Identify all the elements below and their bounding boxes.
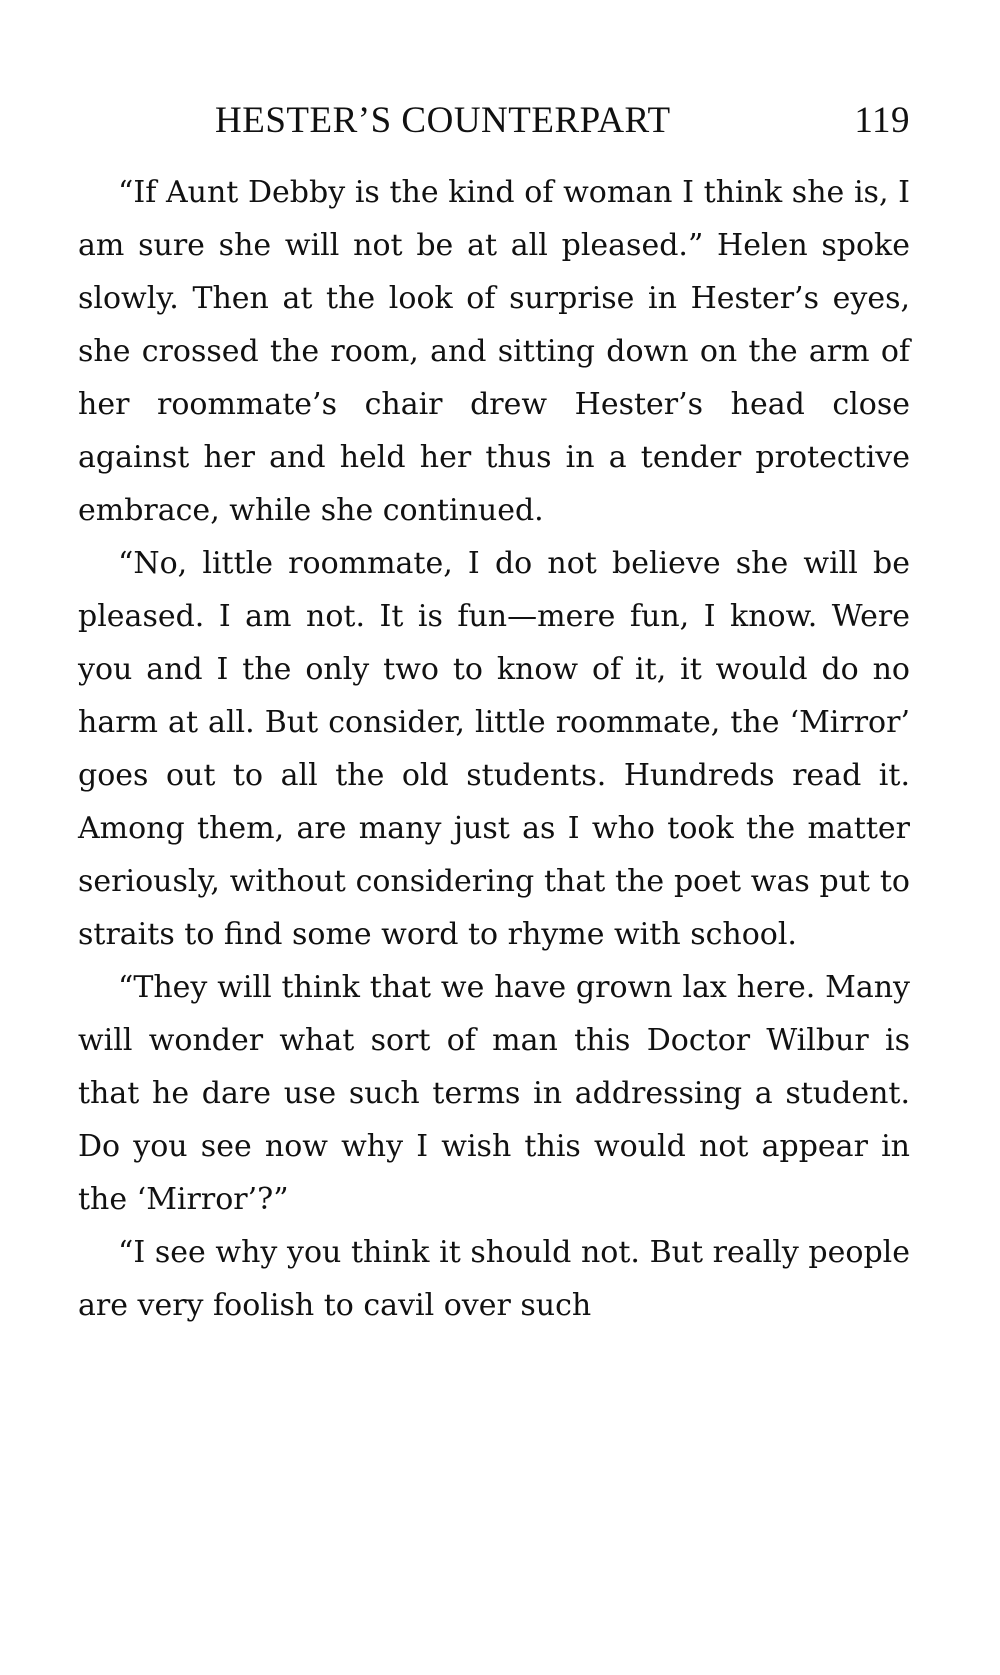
paragraph: “If Aunt Debby is the kind of woman I think she is, I am sure she will not be at all pleased.” Helen spoke slowly. Then at the look of surprise in Hester’s eyes, she crossed the room, and sitting down on the arm of her roommate’s chair drew Hester’s head close against her and held her thus in a tender protective embrace, while she continued. bbox=[78, 175, 910, 528]
running-header bbox=[78, 95, 910, 147]
body-text bbox=[78, 166, 910, 1332]
paragraph: “No, little roommate, I do not believe she will be pleased. I am not. It is fun—mere fun, I know. Were you and I the only two to know of it, it would do no harm at all. But consider, little roommate, the ‘Mirror’ goes out to all the old students. Hundreds read it. Among them, are many just as I who took the matter seriously, without considering that the poet was put to straits to find some word to rhyme with school. bbox=[78, 546, 910, 952]
paragraph: “They will think that we have grown lax here. Many will wonder what sort of man this Doctor Wilbur is that he dare use such terms in addressing a student. Do you see now why I wish this would not appear in the ‘Mirror’?” bbox=[78, 970, 910, 1217]
paragraph: “I see why you think it should not. But really people are very foolish to cavil over such bbox=[78, 1235, 910, 1323]
running-title: HESTER’S COUNTERPART bbox=[215, 100, 671, 141]
page-number: 119 bbox=[854, 100, 910, 141]
